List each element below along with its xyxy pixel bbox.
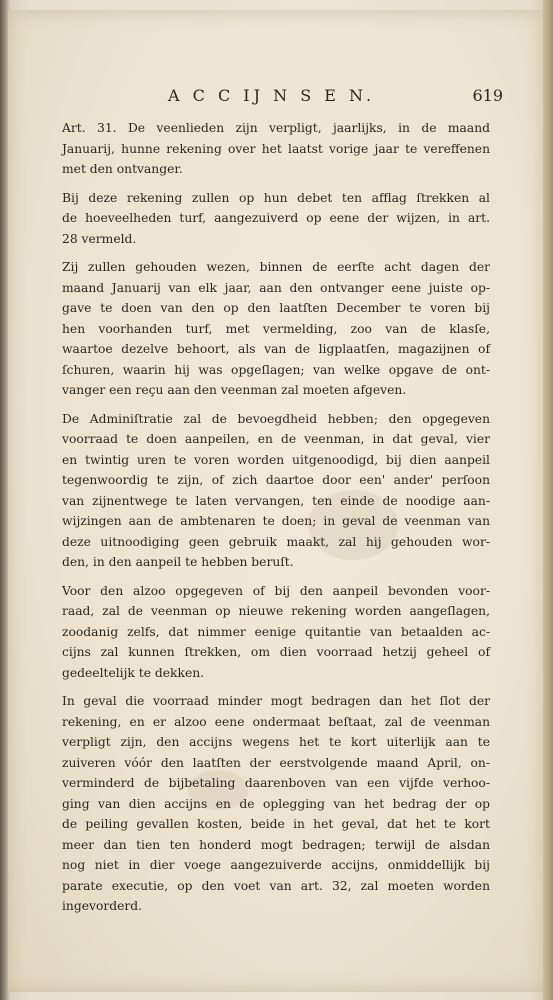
text-line: verpligt zijn, den accijns wegens het te kort uiterlijk aan te: [62, 735, 490, 749]
text-line: den, in den aanpeil te hebben beruſt.: [62, 555, 294, 569]
text-line: gave te doen van den op den laatſten December te voren bij: [62, 301, 490, 315]
paragraph: [62, 409, 490, 573]
text-line: rekening, en er alzoo eene ondermaat beſtaat, zal de veenman: [62, 714, 490, 729]
text-line: de peiling gevallen kosten, beide in het geval, dat het te kort: [62, 817, 490, 831]
text-line: en twintig uren te voren worden uitgenoodigd, bij dien aanpeil: [62, 452, 490, 467]
text-line: ingevorderd.: [62, 899, 143, 913]
text-line: Art. 31. De veenlieden zijn verpligt, jaarlijks, in de maand: [62, 121, 490, 135]
text-line: De Adminiſtratie zal de bevoegdheid hebben; den opgegeven: [62, 411, 490, 426]
text-line: ging van dien accijns en de oplegging van het bedrag der op: [62, 796, 490, 811]
text-line: Bij deze rekening zullen op hun debet ten afflag ſtrekken al: [62, 190, 490, 205]
text-line: meer dan tien ten honderd mogt bedragen; terwijl de alsdan: [62, 837, 490, 852]
page-edge: [543, 0, 553, 1000]
text-line: waartoe dezelve behoort, als van de ligplaatſen, magazijnen of: [62, 342, 490, 356]
text-line: tegenwoordig te zijn, of zich daartoe door een' ander' perſoon: [62, 473, 490, 487]
text-line: voorraad te doen aanpeilen, en de veenman, in dat geval, vier: [62, 432, 490, 446]
paragraph: [62, 581, 490, 684]
text-line: parate executie, op den voet van art. 32, zal moeten worden: [62, 878, 490, 893]
paragraph: [62, 118, 490, 180]
text-line: ſchuren, waarin hij was opgeſlagen; van welke opgave de ont-: [62, 362, 490, 377]
text-line: cijns zal kunnen ſtrekken, om dien voorraad hetzij geheel of: [62, 645, 490, 659]
text-line: raad, zal de veenman op nieuwe rekening worden aangeſlagen,: [62, 604, 490, 618]
body-text: [62, 118, 490, 925]
text-line: de hoeveelheden turf, aangezuiverd op eene der wijzen, in art.: [62, 211, 490, 225]
text-line: wijzingen aan de ambtenaren te doen; in geval de veenman van: [62, 514, 490, 528]
text-line: gedeeltelijk te dekken.: [62, 665, 205, 680]
text-line: Zij zullen gehouden wezen, binnen de eerſte acht dagen der: [62, 260, 490, 274]
text-line: met den ontvanger.: [62, 162, 183, 176]
text-line: zuiveren vóór den laatſten der eerstvolgende maand April, on-: [62, 755, 490, 770]
text-line: verminderd de bijbetaling daarenboven van een vijfde verhoo-: [62, 776, 490, 790]
text-line: 28 vermeld.: [62, 231, 137, 246]
text-line: deze uitnoodiging geen gebruik maakt, zal hij gehouden wor-: [62, 534, 490, 549]
paragraph: [62, 257, 490, 401]
text-line: vanger een reçu aan den veenman zal moeten afgeven.: [62, 383, 407, 397]
paragraph: [62, 188, 490, 250]
text-line: nog niet in dier voege aangezuiverde accijns, onmiddellijk bij: [62, 858, 490, 872]
text-line: zoodanig zelfs, dat nimmer eenige quitantie van betaalden ac-: [62, 624, 490, 639]
running-head: A C C IJ N S E N.: [168, 86, 376, 105]
text-line: Januarij, hunne rekening over het laatst vorige jaar te vereffenen: [62, 141, 490, 156]
text-line: van zijnentwege te laten vervangen, ten einde de noodige aan-: [62, 493, 490, 508]
page-number: 619: [472, 86, 503, 105]
text-line: hen voorhanden turf, met vermelding, zoo van de klasſe,: [62, 321, 490, 336]
text-line: Voor den alzoo opgegeven of bij den aanpeil bevonden voor-: [62, 583, 490, 598]
paragraph: [62, 691, 490, 917]
page-header: [60, 86, 503, 110]
text-line: maand Januarij van elk jaar, aan den ontvanger eene juiste op-: [62, 280, 490, 295]
text-line: In geval die voorraad minder mogt bedragen dan het ſlot der: [62, 694, 490, 708]
